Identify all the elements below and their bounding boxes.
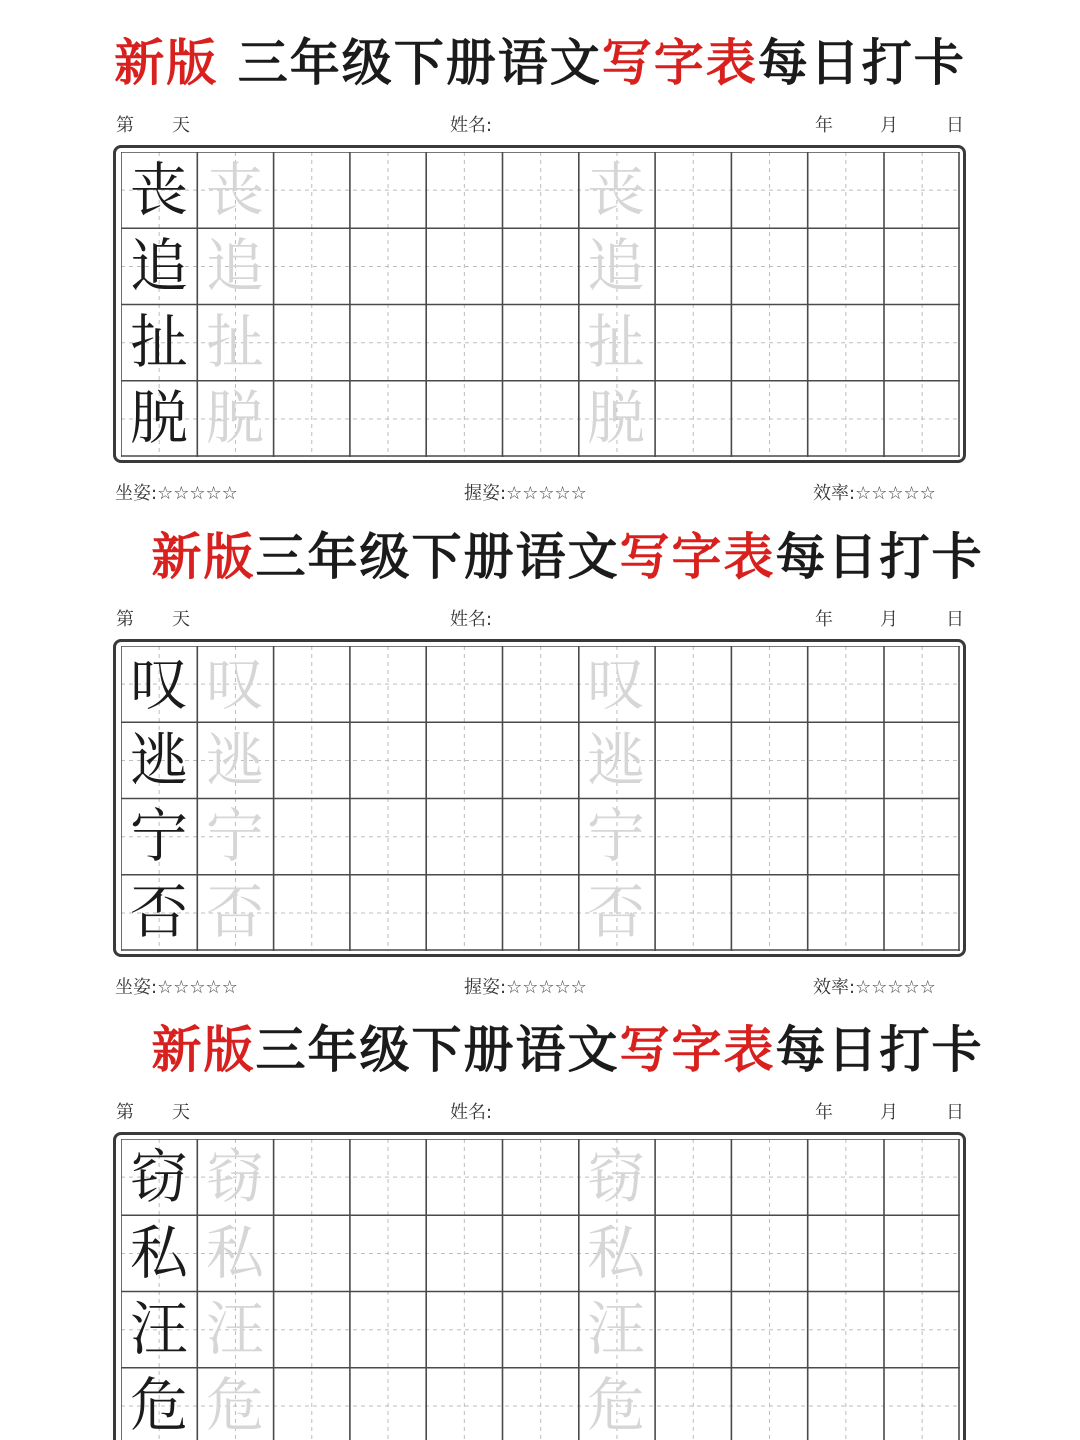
year-label: 年: [815, 1102, 833, 1123]
rating-label: 握姿:: [464, 483, 507, 504]
trace-character: 扯: [586, 308, 645, 376]
star-rating-icons[interactable]: ☆☆☆☆☆: [157, 483, 238, 504]
name-label: 姓名:: [450, 609, 493, 630]
month-label: 月: [880, 1102, 898, 1123]
rating-label: 效率:: [813, 483, 856, 504]
star-rating-icons[interactable]: ☆☆☆☆☆: [157, 977, 238, 998]
title-red-writing-table: 写字表: [619, 1020, 776, 1079]
writing-grid: [121, 646, 960, 951]
practice-section-3: [0, 987, 1080, 1440]
model-character: 窃: [129, 1143, 188, 1211]
rating-label: 效率:: [813, 977, 856, 998]
year-label: 年: [815, 115, 833, 136]
title-red-new-edition: 新版: [151, 1020, 256, 1079]
title-red-new-edition: 新版: [114, 33, 219, 92]
year-label: 年: [815, 609, 833, 630]
trace-character: 宁: [205, 802, 264, 870]
model-character: 危: [129, 1371, 188, 1439]
title-red-writing-table: 写字表: [601, 33, 758, 92]
trace-character: 窃: [205, 1143, 264, 1211]
title-grade-subject: 三年级下册语文: [255, 527, 620, 586]
section-title: [0, 32, 1080, 94]
trace-character: 追: [586, 232, 645, 300]
title-grade-subject: 三年级下册语文: [218, 33, 602, 92]
trace-character: 否: [586, 878, 645, 946]
model-character: 逃: [129, 726, 188, 794]
day-suffix-label: 天: [172, 609, 190, 630]
trace-character: 脱: [205, 384, 264, 452]
rating-label: 坐姿:: [115, 483, 158, 504]
star-rating-icons[interactable]: ☆☆☆☆☆: [506, 483, 587, 504]
rating-label: 坐姿:: [115, 977, 158, 998]
trace-character: 脱: [586, 384, 645, 452]
writing-grid: [121, 1139, 960, 1440]
model-character: 汪: [129, 1295, 188, 1363]
trace-character: 叹: [586, 650, 645, 718]
practice-section-2: [0, 494, 1080, 998]
trace-character: 汪: [205, 1295, 264, 1363]
trace-character: 否: [205, 878, 264, 946]
practice-section-1: [0, 0, 1080, 504]
star-rating-icons[interactable]: ☆☆☆☆☆: [855, 483, 936, 504]
trace-character: 叹: [205, 650, 264, 718]
day-prefix-label: 第: [116, 1102, 134, 1123]
trace-character: 窃: [586, 1143, 645, 1211]
star-rating-icons[interactable]: ☆☆☆☆☆: [506, 977, 587, 998]
date-label: 日: [946, 115, 964, 136]
date-label: 日: [946, 1102, 964, 1123]
trace-character: 私: [205, 1219, 264, 1287]
trace-character: 追: [205, 232, 264, 300]
model-character: 脱: [129, 384, 188, 452]
name-label: 姓名:: [450, 1102, 493, 1123]
trace-character: 逃: [205, 726, 264, 794]
trace-character: 丧: [205, 156, 264, 224]
day-suffix-label: 天: [172, 1102, 190, 1123]
trace-character: 危: [586, 1371, 645, 1439]
star-rating-icons[interactable]: ☆☆☆☆☆: [855, 977, 936, 998]
rating-label: 握姿:: [464, 977, 507, 998]
day-prefix-label: 第: [116, 609, 134, 630]
title-daily-checkin: 每日打卡: [757, 33, 966, 92]
day-suffix-label: 天: [172, 115, 190, 136]
model-character: 丧: [129, 156, 188, 224]
trace-character: 逃: [586, 726, 645, 794]
trace-character: 危: [205, 1371, 264, 1439]
trace-character: 宁: [586, 802, 645, 870]
trace-character: 扯: [205, 308, 264, 376]
title-red-new-edition: 新版: [151, 527, 256, 586]
section-title: [0, 1019, 1080, 1081]
model-character: 扯: [129, 308, 188, 376]
trace-character: 丧: [586, 156, 645, 224]
date-label: 日: [946, 609, 964, 630]
month-label: 月: [880, 609, 898, 630]
title-grade-subject: 三年级下册语文: [255, 1020, 620, 1079]
month-label: 月: [880, 115, 898, 136]
title-daily-checkin: 每日打卡: [775, 527, 984, 586]
model-character: 叹: [129, 650, 188, 718]
model-character: 宁: [129, 802, 188, 870]
title-red-writing-table: 写字表: [619, 527, 776, 586]
model-character: 私: [129, 1219, 188, 1287]
title-daily-checkin: 每日打卡: [775, 1020, 984, 1079]
day-prefix-label: 第: [116, 115, 134, 136]
model-character: 追: [129, 232, 188, 300]
model-character: 否: [129, 878, 188, 946]
trace-character: 私: [586, 1219, 645, 1287]
writing-grid: [121, 152, 960, 457]
trace-character: 汪: [586, 1295, 645, 1363]
name-label: 姓名:: [450, 115, 493, 136]
section-title: [0, 526, 1080, 588]
